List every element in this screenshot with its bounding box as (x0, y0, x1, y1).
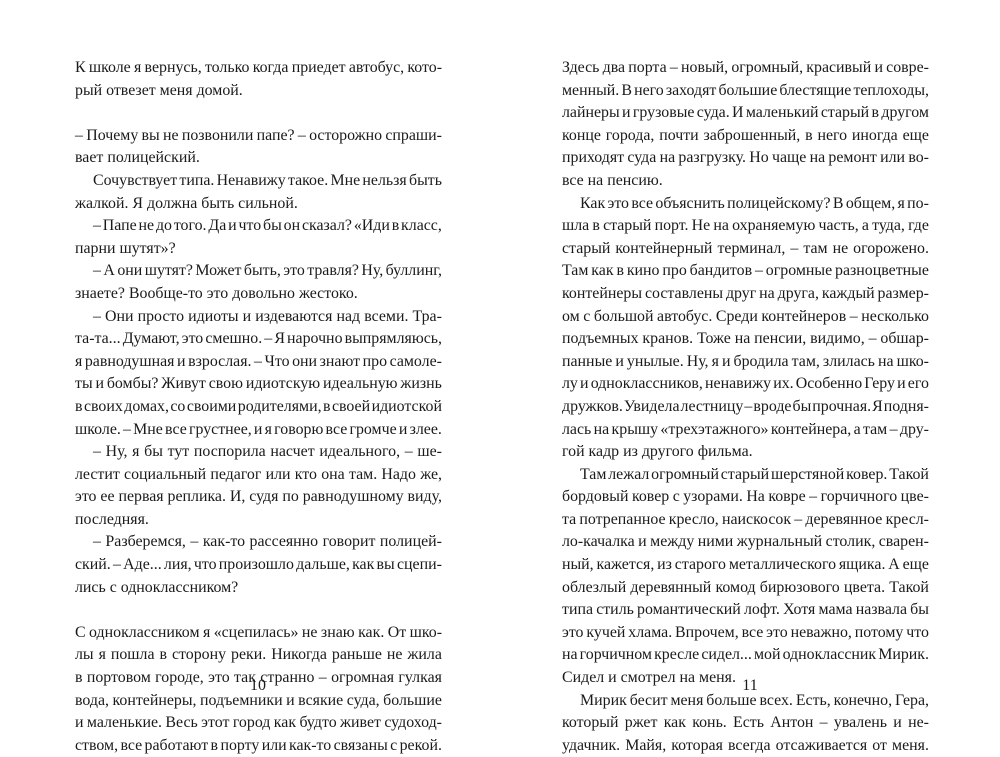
text-line: панные и унылые. Ну, я и бродила там, злилась на шко- (562, 352, 929, 370)
text-line: Сочувствует типа. Ненавижу такое. Мне нельзя быть (93, 171, 442, 189)
text-line: ский. – Аде... лия, что произошло дальше, как вы сцепи- (75, 556, 442, 574)
text-line: гой кадр из другого фильма. (562, 443, 753, 461)
text-line: лайнеры и грузовые суда. И маленький старый в другом (562, 104, 929, 122)
text-line: рый отвезет меня домой. (75, 81, 243, 99)
text-line: лась на крышу «трехэтажного» контейнера, а там – дру- (562, 420, 929, 438)
text-line: лестит социальный педагог или кто она там. Надо же, (75, 465, 442, 483)
text-line: Как это все объяснить полицейскому? В общем, я по- (580, 194, 929, 212)
text-line: лу и одноклассников, ненавижу их. Особенно Геру и его (562, 375, 929, 393)
text-line: ты и бомбы? Живут свою идиотскую идеальную жизнь (75, 375, 442, 393)
text-line: лы я пошла в сторону реки. Никогда раньше не жила (75, 646, 442, 664)
text-line: в портовом городе, это так странно – огромная гулкая (75, 669, 442, 687)
text-line: типа стиль романтический лофт. Хотя мама назвала бы (562, 601, 929, 619)
text-line: удачник. Майя, которая всегда отсаживается от меня. (562, 736, 929, 754)
text-line: Мирик бесит меня больше всех. Есть, конечно, Гера, (580, 691, 929, 709)
text-line: Там лежал огромный старый шерстяной ковер. Такой (580, 465, 929, 483)
text-line: – Они просто идиоты и издеваются над всеми. Тра- (93, 307, 442, 325)
text-line: менный. В него заходят большие блестящие теплоходы, (562, 81, 929, 99)
text-line: ло-качалка и между ними журнальный столик, сварен- (562, 533, 929, 551)
text-line: парни шутят»? (75, 239, 176, 257)
text-line: – Папе не до того. Да и что бы он сказал? «Иди в класс, (93, 217, 442, 235)
text-line: все на пенсию. (562, 171, 663, 189)
text-line: – А они шутят? Может быть, это травля? Ну, буллинг, (93, 262, 442, 280)
text-line: – Разберемся, – как-то рассеянно говорит полицей- (93, 533, 442, 551)
text-line: приходят суда на разгрузку. Но чаще на ремонт или во- (562, 149, 929, 167)
text-line: ом с большой автобус. Среди контейнеров – несколько (562, 307, 929, 325)
text-line: дружков. Увидела лестницу – вроде бы прочная. Я подня- (562, 397, 929, 415)
text-line: С одноклассником я «сцепилась» не знаю как. От шко- (75, 623, 442, 641)
text-line: контейнеры составлены друг на друга, каждый размер- (562, 284, 929, 302)
left-page-text (75, 57, 442, 757)
text-line: та-та... Думают, это смешно. – Я нарочно выпрямляюсь, (75, 330, 442, 348)
text-line: я равнодушная и взрослая. – Что они знают про самоле- (75, 352, 442, 370)
text-line: школе. – Мне все грустнее, и я говорю все громче и злее. (75, 420, 442, 438)
text-line: ный, кажется, из старого металлического ящика. А еще (562, 556, 929, 574)
section-break (75, 102, 442, 125)
text-line: облезлый деревянный комод бирюзового цвета. Такой (562, 578, 929, 596)
text-line: бордовый ковер с узорами. На ковре – горчичного цве- (562, 488, 929, 506)
text-line: К школе я вернусь, только когда приедет автобус, кото- (75, 59, 442, 76)
text-line: старый контейнерный терминал, – там не огорожено. (562, 239, 929, 257)
text-line: Там как в кино про бандитов – огромные разноцветные (562, 262, 929, 280)
text-line: шла в старый порт. Не на охраняемую часть, а туда, где (562, 217, 929, 235)
right-page-text (562, 57, 929, 757)
text-line: вает полицейский. (75, 149, 200, 167)
left-page (0, 0, 500, 754)
text-line: последняя. (75, 510, 149, 528)
text-line: – Почему вы не позвонили папе? – осторожно спраши- (75, 126, 442, 144)
text-line: Здесь два порта – новый, огромный, красивый и совре- (562, 59, 929, 76)
text-line: это ее первая реплика. И, судя по равнодушному виду, (75, 488, 442, 506)
right-page (500, 0, 1000, 754)
text-line: жалкой. Я должна быть сильной. (75, 194, 298, 212)
text-line: это кучей хлама. Впрочем, все это неважно, потому что (562, 623, 929, 641)
text-line: вода, контейнеры, подъемники и всякие суда, большие (75, 691, 442, 709)
text-line: на горчичном кресле сидел... мой одноклассник Мирик. (562, 646, 929, 664)
text-line: подъемных кранов. Тоже на пенсии, видимо, – обшар- (562, 330, 929, 348)
text-line: Сидел и смотрел на меня. (562, 669, 736, 687)
text-line: ством, все работают в порту или как-то связаны с рекой. (75, 736, 442, 754)
text-line: – Ну, я бы тут поспорила насчет идеального, – ше- (93, 443, 442, 461)
text-line: знаете? Вообще-то это довольно жестоко. (75, 284, 358, 302)
text-line: конце города, почти заброшенный, в него иногда еще (562, 126, 929, 144)
text-line: и маленькие. Весь этот город как будто живет судоход- (75, 714, 442, 732)
text-line: который ржет как конь. Есть Антон – увалень и не- (562, 714, 929, 732)
page-number: 11 (742, 677, 758, 694)
page-number: 10 (250, 677, 266, 694)
section-break (75, 599, 442, 622)
text-line: в своих домах, со своими родителями, в своей идиотской (75, 397, 442, 415)
text-line: лись с одноклассником? (75, 578, 239, 596)
text-line: та потрепанное кресло, наискосок – деревянное кресл- (562, 510, 929, 528)
